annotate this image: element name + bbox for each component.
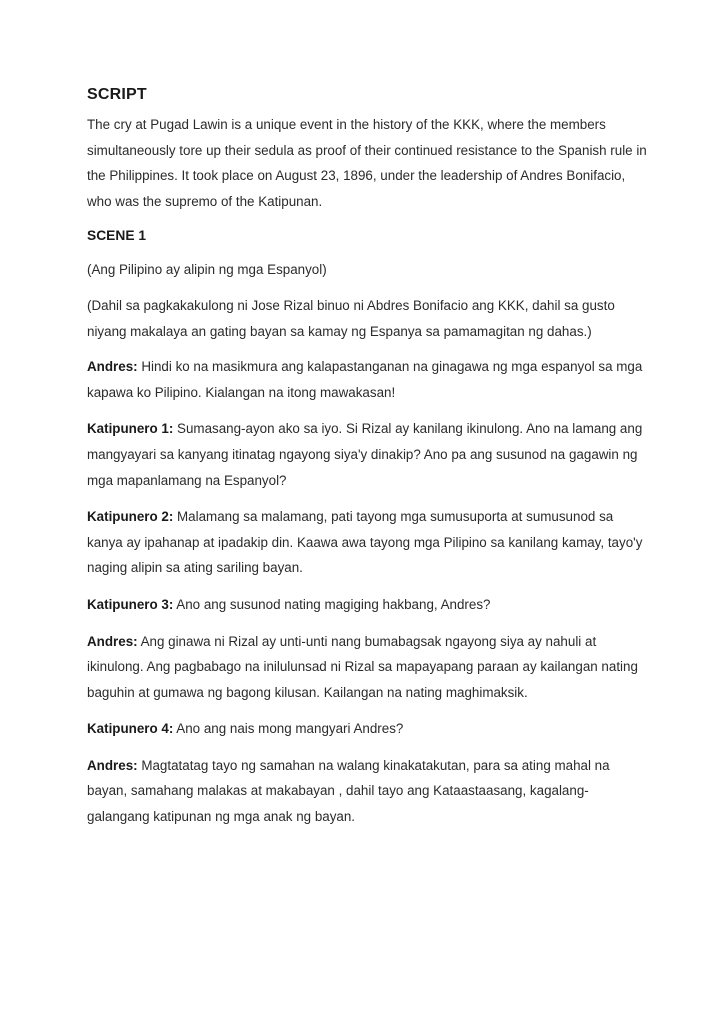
dialogue-line xyxy=(87,592,647,618)
dialogue-line xyxy=(87,416,647,493)
speaker-name: Katipunero 2: xyxy=(87,509,174,525)
speaker-name: Katipunero 3: xyxy=(87,596,174,612)
stage-direction: (Dahil sa pagkakakulong ni Jose Rizal binuo ni Abdres Bonifacio ang KKK, dahil sa gusto niyang makalaya an gating bayan sa kamay ng Espanya sa pamamagitan ng dahas.) xyxy=(87,297,615,339)
intro-paragraph: The cry at Pugad Lawin is a unique event in the history of the KKK, where the members simultaneously tore up their sedula as proof of their continued resistance to the Spanish rule in the Philippines. It took place on August 23, 1896, under the leadership of Andres Bonifacio, who was the supremo of the Katipunan. xyxy=(87,117,647,209)
dialogue-text: Ano ang susunod nating magiging hakbang, Andres? xyxy=(173,596,491,612)
dialogue-line xyxy=(87,354,647,405)
dialogue-text: Ang ginawa ni Rizal ay unti-unti nang bumabagsak ngayong siya ay nahuli at ikinulong. Ang pagbabago na inilulunsad ni Rizal sa mapayapang paraan ay kailangan nating baguhin at gumawa ng bagong kilusan. Kailangan na nating maghimaksik. xyxy=(87,633,638,700)
dialogue-text: Hindi ko na masikmura ang kalapastanganan na ginagawa ng mga espanyol sa mga kapawa ko Pilipino. Kialangan na itong mawakasan! xyxy=(87,359,643,400)
dialogue-line xyxy=(87,716,647,742)
speaker-name: Andres: xyxy=(87,359,138,375)
stage-direction: (Ang Pilipino ay alipin ng mga Espanyol) xyxy=(87,262,327,278)
document-page xyxy=(87,86,647,841)
page-title: SCRIPT xyxy=(87,86,147,103)
dialogue-text: Ano ang nais mong mangyari Andres? xyxy=(173,721,404,737)
scene-heading: SCENE 1 xyxy=(87,228,147,244)
dialogue-line xyxy=(87,753,647,830)
speaker-name: Andres: xyxy=(87,757,138,773)
speaker-name: Katipunero 1: xyxy=(87,421,174,437)
dialogue-text: Magtatatag tayo ng samahan na walang kinakatakutan, para sa ating mahal na bayan, samahang malakas at makabayan , dahil tayo ang Kataastaasang, kagalang-galangang katipunan ng mga anak ng bayan. xyxy=(87,757,610,825)
speaker-name: Katipunero 4: xyxy=(87,721,174,737)
dialogue-line xyxy=(87,629,647,706)
dialogue-text: Malamang sa malamang, pati tayong mga sumusuporta at sumusunod sa kanya ay ipahanap at ipadakip din. Kaawa awa tayong mga Pilipino sa kanilang kamay, tayo'y naging alipin sa ating sariling bayan. xyxy=(87,509,643,576)
speaker-name: Andres: xyxy=(87,633,138,649)
dialogue-text: Sumasang-ayon ako sa iyo. Si Rizal ay kanilang ikinulong. Ano na lamang ang mangyayari sa kanyang itinatag ngayong siya'y dinakip? Ano pa ang susunod na gagawin ng mga mapanlamang na Espanyol? xyxy=(87,421,643,488)
dialogue-line xyxy=(87,504,647,581)
